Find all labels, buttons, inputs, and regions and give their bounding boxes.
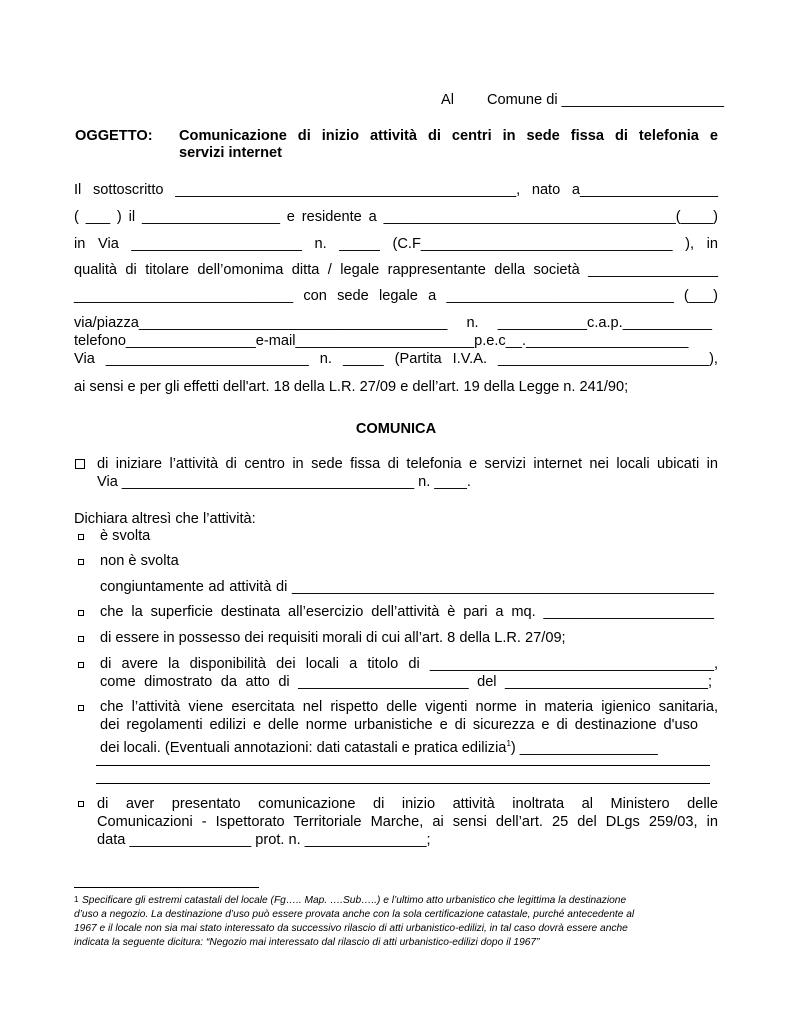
comunica-heading: COMUNICA (355, 421, 437, 437)
comunica-line-2[interactable]: Via ____________________________________ n. ____. (97, 474, 471, 490)
field-qualita[interactable]: qualità di titolare dell’omonima ditta / legale rappresentante della società ________________ (74, 262, 718, 278)
blank-line-2[interactable] (96, 783, 710, 784)
svolta-label: è svolta (100, 528, 151, 544)
field-nascita-residenza[interactable]: ( ___ ) il _________________ e residente a ____________________________________(____) (74, 209, 718, 225)
footnote-line-3: 1967 e il locale non sia mai stato interessato da successivo rilascio di atti urbanistico-edilizi, in tal caso dovrà essere anche (74, 923, 628, 934)
oggetto-label: OGGETTO: (75, 128, 153, 144)
ai-sensi-text: ai sensi e per gli effetti dell'art. 18 della L.R. 27/09 e dell’art. 19 della Legge n. 241/90; (74, 379, 629, 395)
field-ministero-data[interactable]: data _______________ prot. n. _______________; (97, 832, 431, 848)
norme-line-2: dei regolamenti edilizi e delle norme urbanistiche e di sicurezza e di destinazione d'uso (100, 717, 698, 733)
non-svolta-label: non è svolta (100, 553, 179, 569)
superficie-checkbox[interactable] (78, 610, 84, 616)
field-congiuntamente[interactable]: congiuntamente ad attività di ____________________________________________________ (100, 579, 714, 595)
ministero-checkbox[interactable] (78, 801, 84, 807)
norme-line-1: che l’attività viene esercitata nel rispetto delle vigenti norme in materia igienico sanitaria, (100, 699, 718, 715)
footnote-number-sup: 1 (74, 895, 79, 904)
comunica-checkbox[interactable] (75, 459, 85, 469)
non-svolta-checkbox[interactable] (78, 559, 84, 565)
norme-line-3-text: dei locali. (Eventuali annotazioni: dati catastali e pratica edilizia (100, 739, 507, 756)
oggetto-line-1: Comunicazione di inizio attività di centri in sede fissa di telefonia e (179, 128, 718, 144)
field-disponibilita-1[interactable]: di avere la disponibilità dei locali a titolo di ___________________________________, (100, 656, 718, 672)
field-via-cf[interactable]: in Via _____________________ n. _____ (C.F_______________________________ ), in (74, 236, 718, 252)
dichiara-heading: Dichiara altresì che l’attività: (74, 511, 256, 527)
field-sede-legale[interactable]: ___________________________ con sede legale a ____________________________ (___) (74, 288, 718, 304)
header-al: Al (441, 92, 454, 108)
norme-line-3-blank[interactable]: ) _________________ (510, 739, 658, 756)
field-partita-iva[interactable]: Via _________________________ n. _____ (Partita I.V.A. __________________________), (74, 351, 718, 367)
header-comune[interactable]: Comune di ____________________ (487, 92, 724, 108)
footnote-ref: 1 (506, 739, 511, 748)
field-telefono[interactable]: telefono________________e-mail______________________p.e.c__.____________________ (74, 333, 689, 349)
disponibilita-checkbox[interactable] (78, 662, 84, 668)
requisiti-checkbox[interactable] (78, 636, 84, 642)
svolta-checkbox[interactable] (78, 534, 84, 540)
ministero-line-1: di aver presentato comunicazione di inizio attività inoltrata al Ministero delle (97, 796, 718, 812)
field-sottoscritto[interactable]: Il sottoscritto __________________________________________, nato a_________________ (74, 182, 718, 198)
norme-checkbox[interactable] (78, 705, 84, 711)
field-via-piazza[interactable]: via/piazza______________________________________ n. ___________c.a.p.___________ (74, 315, 712, 331)
oggetto-line-2: servizi internet (179, 145, 283, 161)
requisiti-label: di essere in possesso dei requisiti morali di cui all’art. 8 della L.R. 27/09; (100, 630, 566, 646)
field-disponibilita-2[interactable]: come dimostrato da atto di _____________________ del _________________________; (100, 674, 712, 690)
footnote-rule (74, 887, 259, 888)
comunica-line-1: di iniziare l’attività di centro in sede fissa di telefonia e servizi internet nei locali ubicati in (97, 456, 718, 472)
field-superficie[interactable]: che la superficie destinata all’esercizio dell’attività è pari a mq. _____________________ (100, 604, 714, 620)
norme-line-3[interactable] (100, 735, 712, 757)
footnote-line-1: Specificare gli estremi catastali del locale (Fg….. Map. ….Sub…..) e l’ultimo atto urbanistico che legittima la destinazione (82, 895, 627, 906)
footnote-line-2: d’uso a negozio. La destinazione d’uso può essere provata anche con la sola certificazione catastale, purché antecedente al (74, 909, 635, 920)
ministero-line-2: Comunicazioni - Ispettorato Territoriale Marche, ai sensi dell’art. 25 del DLgs 259/03, in (97, 814, 718, 830)
footnote-line-4: indicata la seguente dicitura: “Negozio mai interessato dal rilascio di atti urbanistico-edilizi dopo il 1967” (74, 937, 540, 948)
blank-line-1[interactable] (96, 765, 710, 766)
